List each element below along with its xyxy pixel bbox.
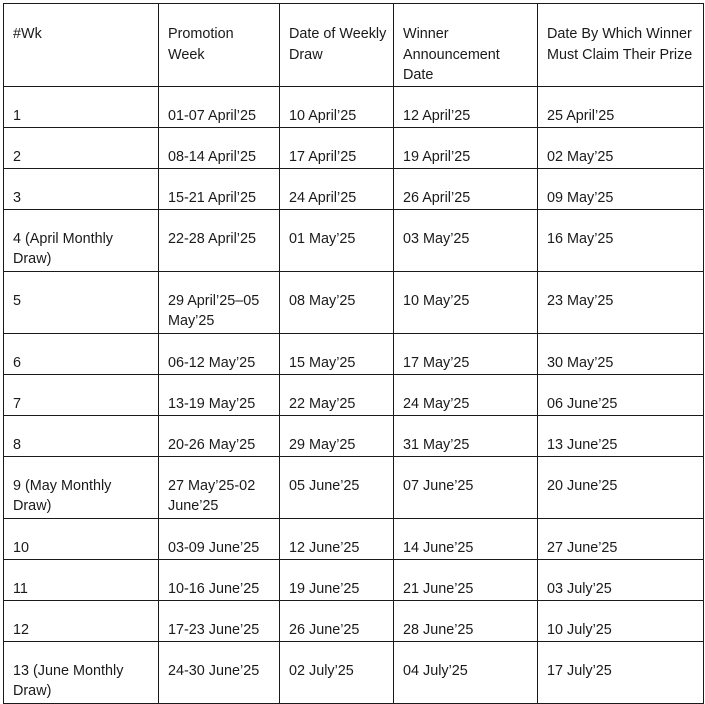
cell-winner-announcement-date: 28 June’25 <box>394 600 538 641</box>
cell-weekly-draw-date: 24 April’25 <box>280 168 394 209</box>
cell-winner-announcement-date: 24 May’25 <box>394 374 538 415</box>
cell-winner-announcement-date: 26 April’25 <box>394 168 538 209</box>
cell-weekly-draw-date: 12 June’25 <box>280 518 394 559</box>
cell-winner-announcement-date: 12 April’25 <box>394 86 538 127</box>
cell-week-number: 4 (April Monthly Draw) <box>4 209 159 271</box>
cell-weekly-draw-date: 15 May’25 <box>280 333 394 374</box>
cell-claim-deadline: 30 May’25 <box>538 333 704 374</box>
cell-winner-announcement-date: 03 May’25 <box>394 209 538 271</box>
cell-promotion-week: 17-23 June’25 <box>159 600 280 641</box>
header-claim-deadline: Date By Which Winner Must Claim Their Prize <box>538 4 704 87</box>
table-row <box>4 209 704 271</box>
cell-week-number: 12 <box>4 600 159 641</box>
cell-week-number: 11 <box>4 559 159 600</box>
header-week-number: #Wk <box>4 4 159 87</box>
cell-claim-deadline: 13 June’25 <box>538 415 704 456</box>
cell-promotion-week: 10-16 June’25 <box>159 559 280 600</box>
cell-claim-deadline: 27 June’25 <box>538 518 704 559</box>
header-winner-announcement-date: Winner Announcement Date <box>394 4 538 87</box>
cell-weekly-draw-date: 01 May’25 <box>280 209 394 271</box>
cell-weekly-draw-date: 10 April’25 <box>280 86 394 127</box>
cell-claim-deadline: 10 July’25 <box>538 600 704 641</box>
cell-promotion-week: 20-26 May’25 <box>159 415 280 456</box>
table-row <box>4 333 704 374</box>
table-header <box>4 4 704 87</box>
cell-weekly-draw-date: 22 May’25 <box>280 374 394 415</box>
cell-week-number: 13 (June Monthly Draw) <box>4 641 159 703</box>
cell-week-number: 7 <box>4 374 159 415</box>
header-row <box>4 4 704 87</box>
cell-winner-announcement-date: 04 July’25 <box>394 641 538 703</box>
cell-week-number: 5 <box>4 271 159 333</box>
cell-winner-announcement-date: 17 May’25 <box>394 333 538 374</box>
table-row <box>4 559 704 600</box>
cell-promotion-week: 22-28 April’25 <box>159 209 280 271</box>
cell-weekly-draw-date: 05 June’25 <box>280 456 394 518</box>
cell-promotion-week: 08-14 April’25 <box>159 127 280 168</box>
table-row <box>4 271 704 333</box>
cell-claim-deadline: 02 May’25 <box>538 127 704 168</box>
cell-promotion-week: 15-21 April’25 <box>159 168 280 209</box>
table-row <box>4 518 704 559</box>
cell-claim-deadline: 06 June’25 <box>538 374 704 415</box>
cell-claim-deadline: 09 May’25 <box>538 168 704 209</box>
cell-promotion-week: 24-30 June’25 <box>159 641 280 703</box>
cell-winner-announcement-date: 14 June’25 <box>394 518 538 559</box>
cell-claim-deadline: 16 May’25 <box>538 209 704 271</box>
table-body <box>4 86 704 703</box>
table-row <box>4 374 704 415</box>
cell-week-number: 6 <box>4 333 159 374</box>
cell-promotion-week: 27 May’25-02 June’25 <box>159 456 280 518</box>
cell-promotion-week: 01-07 April’25 <box>159 86 280 127</box>
header-weekly-draw-date: Date of Weekly Draw <box>280 4 394 87</box>
cell-claim-deadline: 17 July’25 <box>538 641 704 703</box>
cell-weekly-draw-date: 26 June’25 <box>280 600 394 641</box>
cell-promotion-week: 13-19 May’25 <box>159 374 280 415</box>
cell-winner-announcement-date: 07 June’25 <box>394 456 538 518</box>
table-row <box>4 600 704 641</box>
table-row <box>4 456 704 518</box>
cell-weekly-draw-date: 17 April’25 <box>280 127 394 168</box>
cell-winner-announcement-date: 31 May’25 <box>394 415 538 456</box>
draw-schedule-table <box>3 3 704 704</box>
cell-weekly-draw-date: 08 May’25 <box>280 271 394 333</box>
table-row <box>4 127 704 168</box>
cell-week-number: 2 <box>4 127 159 168</box>
table-row <box>4 168 704 209</box>
cell-week-number: 10 <box>4 518 159 559</box>
cell-week-number: 9 (May Monthly Draw) <box>4 456 159 518</box>
cell-promotion-week: 03-09 June’25 <box>159 518 280 559</box>
cell-claim-deadline: 25 April’25 <box>538 86 704 127</box>
cell-week-number: 1 <box>4 86 159 127</box>
cell-winner-announcement-date: 19 April’25 <box>394 127 538 168</box>
cell-claim-deadline: 23 May’25 <box>538 271 704 333</box>
cell-promotion-week: 29 April’25–05 May’25 <box>159 271 280 333</box>
table-row <box>4 641 704 703</box>
cell-week-number: 8 <box>4 415 159 456</box>
cell-weekly-draw-date: 29 May’25 <box>280 415 394 456</box>
cell-weekly-draw-date: 19 June’25 <box>280 559 394 600</box>
cell-winner-announcement-date: 10 May’25 <box>394 271 538 333</box>
cell-week-number: 3 <box>4 168 159 209</box>
cell-winner-announcement-date: 21 June’25 <box>394 559 538 600</box>
cell-claim-deadline: 03 July’25 <box>538 559 704 600</box>
cell-promotion-week: 06-12 May’25 <box>159 333 280 374</box>
cell-weekly-draw-date: 02 July’25 <box>280 641 394 703</box>
table-row <box>4 415 704 456</box>
table-row <box>4 86 704 127</box>
cell-claim-deadline: 20 June’25 <box>538 456 704 518</box>
header-promotion-week: Promotion Week <box>159 4 280 87</box>
